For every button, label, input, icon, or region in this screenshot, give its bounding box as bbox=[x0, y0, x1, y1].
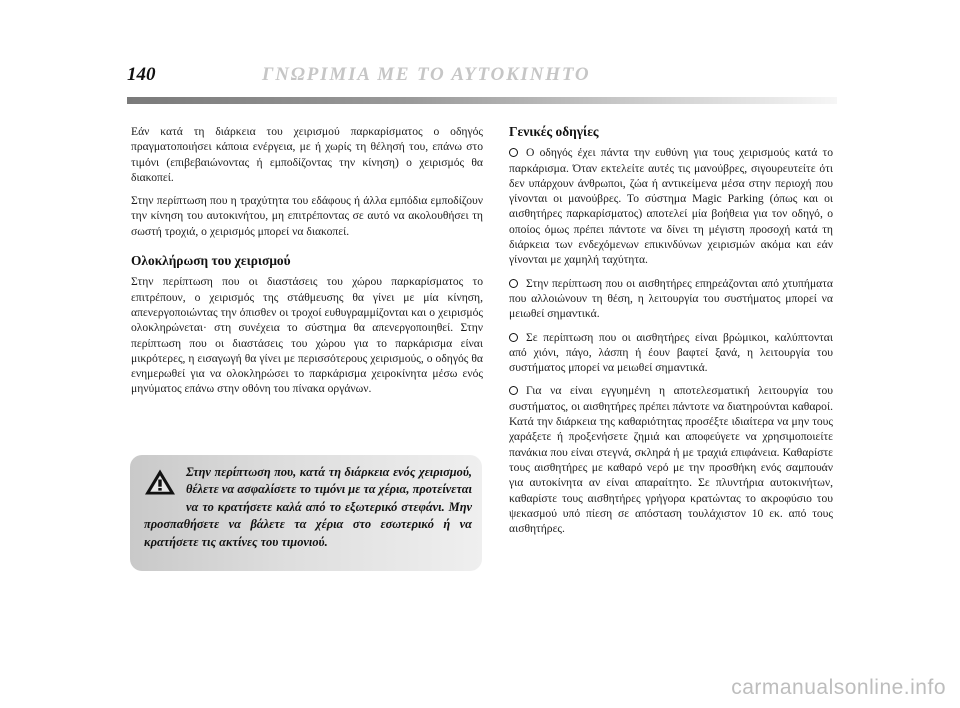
circle-bullet-icon bbox=[509, 386, 518, 395]
circle-bullet-icon bbox=[509, 279, 518, 288]
circle-bullet-icon bbox=[509, 148, 518, 157]
warning-box bbox=[130, 455, 482, 571]
page-header bbox=[0, 0, 960, 110]
right-column bbox=[509, 124, 833, 544]
section-heading: Ολοκλήρωση του χειρισμού bbox=[131, 253, 291, 269]
list-item: Για να είναι εγγυημένη η αποτελεσματική λειτουργία του συστήματος, οι αισθητήρες πρέπει πάντοτε να διατηρούνται καθαροί. Κατά την διάρκεια της καθαριότητας προσέξτε ιδιαίτερα να μην τους χαράξετε ή προξενήσετε ζημιά και αποφεύγετε να χρησιμοποιείτε πανάκια που είναι στεγνά, σκληρά ή με τραχιά επιφάνεια. Καθαρίστε τους αισθητήρες με καθαρό νερό με την προσθήκη ενός σαμπουάν για αυτοκίνητα αν είναι απαραίτητο. Σε πλυντήρια αυτοκινήτων, καθαρίστε τους αισθητήρες γρήγορα κρατώντας το ακροφύσιο του ψεκασμού υπό πίεση σε απόσταση τουλάχιστον 10 εκ. από τους αισθητήρες. bbox=[509, 384, 833, 536]
running-title: ΓΝΩΡΙΜΙΑ ΜΕ ΤΟ ΑΥΤΟΚΙΝΗΤΟ bbox=[262, 64, 591, 85]
list-item: Σε περίπτωση που οι αισθητήρες είναι βρώμικοι, καλύπτονται από χιόνι, πάγο, λάσπη ή έουν βαφτεί ξανά, η λειτουργία του συστήματος μπορεί να μειωθεί σημαντικά. bbox=[509, 330, 833, 375]
list-item: Στην περίπτωση που οι αισθητήρες επηρεάζονται από χτυπήματα που αλλοιώνουν τη θέση, η λειτουργία του συστήματος μπορεί να μειωθεί σημαντικά. bbox=[509, 276, 833, 321]
header-rule bbox=[127, 97, 837, 104]
warning-text-block bbox=[144, 464, 472, 551]
general-instructions-heading: Γενικές οδηγίες bbox=[509, 124, 599, 139]
section-paragraph: Στην περίπτωση που οι διαστάσεις του χώρου παρκαρίσματος το επιτρέπουν, ο χειρισμός της στάθμευσης θα γίνει με μία κίνηση, απενεργοποιώντας την όπισθεν οι τροχοί ευθυγραμμίζονται και ο χειρισμός ολοκληρώνεται· στη συνέχεια το σύστημα θα απενεργοποιηθεί. Στην περίπτωση που οι διαστάσεις του χώρου για το παρκάρισμα είναι μικρότερες, η εισαγωγή θα γίνει με περισσότερους χειρισμούς, ο οδηγός θα ενημερωθεί για να ολοκληρώσει το παρκάρισμα χειροκίνητα μέσω ενός μηνύματος επάνω στην οθόνη του πίνακα οργάνων. bbox=[131, 275, 483, 396]
page-number: 140 bbox=[127, 64, 156, 85]
watermark: carmanualsonline.info bbox=[731, 676, 946, 699]
intro-paragraph-2: Στην περίπτωση που η τραχύτητα του εδάφους ή άλλα εμπόδια εμποδίζουν την κίνηση του αυτοκινήτου, μη επιτρέποντας σε αυτό να ακολουθήσει τη σωστή τροχιά, ο χειρισμός μπορεί να διακοπεί. bbox=[131, 194, 483, 238]
circle-bullet-icon bbox=[509, 333, 518, 342]
list-item: Ο οδηγός έχει πάντα την ευθύνη για τους χειρισμούς κατά το παρκάρισμα. Όταν εκτελείτε αυτές τις μανούβρες, σιγουρευτείτε ότι δεν υπάρχουν άνθρωποι, ζώα ή αντικείμενα μέσα στην περιοχή που γίνονται οι μανούβρες. Το σύστημα Magic Parking (όπως και οι αισθητήρες παρκαρίσματος) αποτελεί μία βοήθεια για τον οδηγό, ο οποίος όμως πρέπει πάντοτε να δίνει τη μέγιστη προσοχή κατά τη διάρκεια των ενδεχόμενων επικινδύνων χειρισμών ακόμα και εάν γίνονται με χαμηλή ταχύτητα. bbox=[509, 146, 833, 267]
warning-text: Στην περίπτωση που, κατά τη διάρκεια ενός χειρισμού, θέλετε να ασφαλίσετε το τιμόνι με τα χέρια, προτείνεται να το κρατήσετε καλά από το εξωτερικό στεφάνι. Μην προσπαθήσετε να βάλετε τα χέρια στο εσωτερικό ή να κρατήσετε τις ακτίνες του τιμονιού. bbox=[144, 465, 472, 549]
left-column bbox=[131, 124, 483, 405]
intro-paragraph-1: Εάν κατά τη διάρκεια του χειρισμού παρκαρίσματος ο οδηγός πραγματοποιήσει κάποια ενέργεια, με ή χωρίς τη θέλησή του, επάνω στο τιμόνι (επιβεβαιώνοντας ή εμποδίζοντας την κίνηση) ο χειρισμός θα διακοπεί. bbox=[131, 125, 483, 184]
